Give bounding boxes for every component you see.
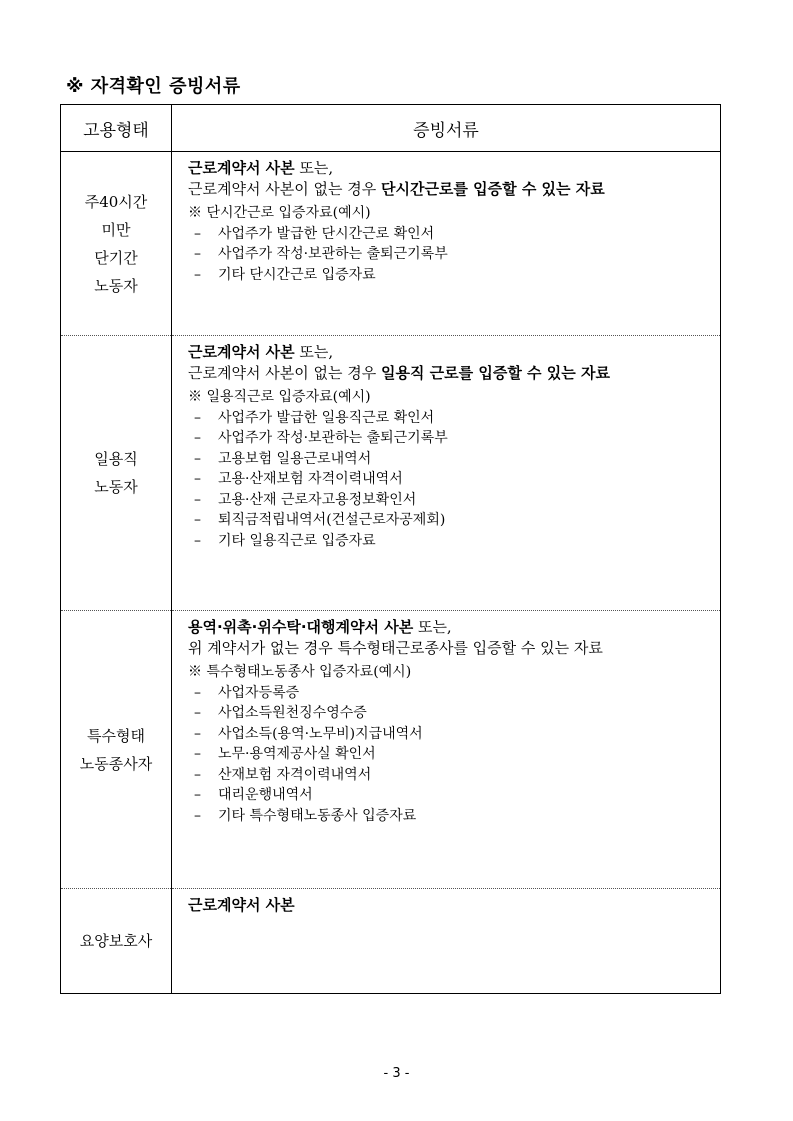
list-item-text: 고용·산재보험 자격이력내역서 (218, 471, 403, 487)
alternative-evidence (188, 363, 710, 384)
lead-connector: 또는, (294, 343, 334, 361)
evidence-lead (188, 342, 710, 363)
lead-connector: 또는, (413, 618, 452, 636)
alternative-condition: 근로계약서 사본이 없는 경우 (188, 364, 381, 382)
primary-document: 근로계약서 사본 (188, 896, 295, 914)
dash-bullet: – (194, 471, 201, 487)
employment-type-line: 노동종사자 (79, 754, 153, 773)
employment-type-line: 주40시간 (84, 192, 148, 211)
header-evidence-documents: 증빙서류 (172, 105, 721, 152)
employment-type-line: 요양보호사 (79, 932, 153, 950)
example-list (188, 683, 710, 827)
example-note: ※ 단시간근로 입증자료(예시) (188, 205, 371, 221)
list-item (188, 408, 710, 429)
primary-document: 용역·위촉·위수탁·대행계약서 사본 (188, 618, 414, 636)
list-item-text: 고용·산재 근로자고용정보확인서 (218, 491, 417, 508)
employment-type-cell (61, 152, 172, 336)
header-employment-type: 고용형태 (61, 105, 172, 152)
list-item-text: 사업자등록증 (218, 684, 300, 701)
example-list (188, 408, 710, 552)
list-item (188, 490, 710, 511)
list-item (188, 510, 710, 531)
list-item (188, 244, 710, 265)
primary-document: 근로계약서 사본 (188, 159, 295, 177)
dash-bullet: – (194, 430, 201, 446)
evidence-cell (172, 611, 721, 889)
list-item-text: 퇴직금적립내역서(건설근로자공제회) (218, 512, 446, 528)
employment-type-line: 특수형태 (87, 726, 145, 745)
list-item-text: 사업주가 작성·보관하는 출퇴근기록부 (218, 246, 448, 262)
list-item (188, 703, 710, 724)
list-item (188, 785, 710, 806)
list-item-text: 사업소득(용역·노무비)지급내역서 (218, 725, 423, 742)
table-row (61, 611, 721, 889)
page-number: - 3 - (383, 1066, 410, 1081)
employment-type-line: 미만 (101, 220, 131, 239)
example-list (188, 224, 710, 286)
list-item (188, 724, 710, 745)
dash-bullet: – (194, 246, 201, 262)
list-item (188, 806, 710, 827)
employment-type-line: 노동자 (94, 478, 138, 496)
list-item-text: 기타 단시간근로 입증자료 (218, 266, 376, 283)
list-item-text: 사업소득원천징수영수증 (218, 705, 367, 721)
page-title: ※ 자격확인 증빙서류 (66, 76, 241, 97)
table-header-row (61, 105, 721, 152)
dash-bullet: – (194, 266, 201, 283)
evidence-lead (188, 617, 710, 638)
evidence-documents-table (60, 104, 721, 994)
employment-type-cell (61, 611, 172, 889)
alternative-document: 단시간근로를 입증할 수 있는 자료 (380, 180, 605, 198)
alternative-evidence (188, 638, 710, 659)
table-row (61, 336, 721, 611)
list-item-text: 사업주가 발급한 단시간근로 확인서 (218, 225, 435, 242)
alternative-document: 일용직 근로를 입증할 수 있는 자료 (380, 364, 610, 382)
table-row (61, 152, 721, 336)
list-item-text: 고용보험 일용근로내역서 (218, 450, 372, 467)
employment-type-cell (61, 889, 172, 994)
evidence-lead (188, 895, 710, 916)
dash-bullet: – (194, 491, 201, 508)
list-item (188, 265, 710, 286)
alternative-evidence (188, 179, 710, 200)
evidence-cell (172, 336, 721, 611)
list-item-text: 기타 일용직근로 입증자료 (218, 532, 376, 549)
employment-type-cell (61, 336, 172, 611)
dash-bullet: – (194, 787, 201, 803)
alternative-condition: 근로계약서 사본이 없는 경우 (188, 180, 381, 198)
list-item (188, 531, 710, 552)
employment-type-line: 노동자 (94, 276, 138, 295)
evidence-cell (172, 152, 721, 336)
list-item (188, 765, 710, 786)
evidence-cell (172, 889, 721, 994)
dash-bullet: – (194, 684, 201, 701)
dash-bullet: – (194, 746, 201, 762)
dash-bullet: – (194, 532, 201, 549)
dash-bullet: – (194, 766, 201, 783)
employment-type-line: 일용직 (94, 450, 138, 468)
list-item (188, 428, 710, 449)
example-note: ※ 일용직근로 입증자료(예시) (188, 389, 371, 405)
list-item (188, 683, 710, 704)
employment-type-line: 단기간 (94, 248, 138, 267)
list-item-text: 기타 특수형태노동종사 입증자료 (218, 807, 417, 824)
list-item-text: 대리운행내역서 (218, 787, 313, 803)
dash-bullet: – (194, 725, 201, 742)
lead-connector: 또는, (294, 159, 334, 177)
list-item (188, 224, 710, 245)
alternative-condition: 위 계약서가 없는 경우 특수형태근로종사를 입증할 수 있는 자료 (188, 639, 603, 657)
list-item-text: 사업주가 발급한 일용직근로 확인서 (218, 409, 435, 426)
list-item (188, 449, 710, 470)
dash-bullet: – (194, 409, 201, 426)
evidence-lead (188, 158, 710, 179)
list-item-text: 사업주가 작성·보관하는 출퇴근기록부 (218, 430, 448, 446)
table-row (61, 889, 721, 994)
list-item (188, 744, 710, 765)
list-item-text: 노무·용역제공사실 확인서 (218, 746, 376, 762)
dash-bullet: – (194, 807, 201, 824)
list-item-text: 산재보험 자격이력내역서 (218, 766, 372, 783)
primary-document: 근로계약서 사본 (188, 343, 295, 361)
list-item (188, 469, 710, 490)
dash-bullet: – (194, 225, 201, 242)
dash-bullet: – (194, 450, 201, 467)
dash-bullet: – (194, 512, 201, 528)
example-note: ※ 특수형태노동종사 입증자료(예시) (188, 664, 412, 680)
dash-bullet: – (194, 705, 201, 721)
